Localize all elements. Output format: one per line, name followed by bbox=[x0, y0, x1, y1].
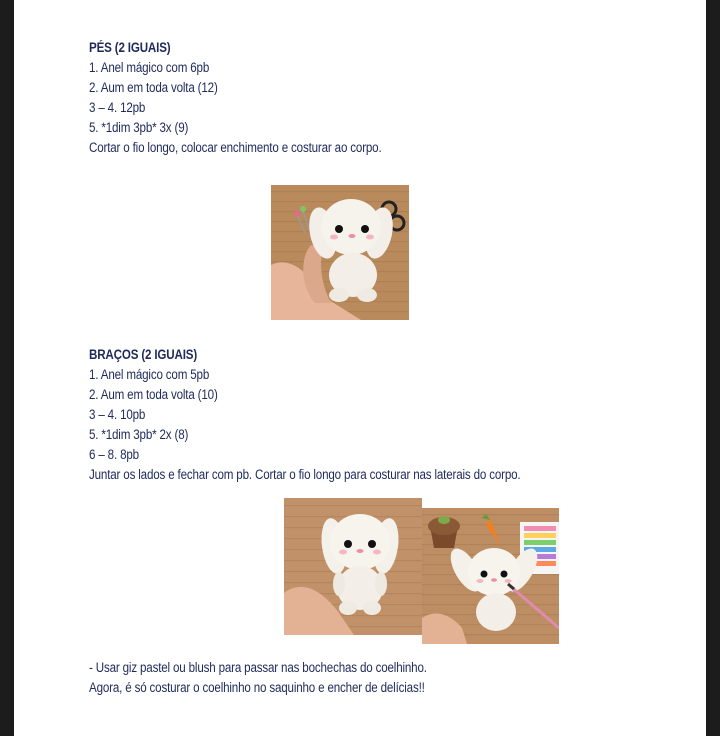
step-line: 5. *1dim 3pb* 3x (9) bbox=[89, 120, 189, 135]
bunny-photo-2 bbox=[284, 498, 422, 635]
step-line: Juntar os lados e fechar com pb. Cortar o fio longo para costurar nas laterais do corpo. bbox=[89, 467, 521, 482]
section-heading: BRAÇOS (2 IGUAIS) bbox=[89, 347, 198, 362]
step-line: 1. Anel mágico com 6pb bbox=[89, 60, 210, 75]
step-line: 3 – 4. 10pb bbox=[89, 407, 146, 422]
section-bracos bbox=[89, 345, 520, 485]
step-line: 2. Aum em toda volta (12) bbox=[89, 80, 218, 95]
step-line: 6 – 8. 8pb bbox=[89, 447, 139, 462]
step-line: 2. Aum em toda volta (10) bbox=[89, 387, 218, 402]
step-line: 1. Anel mágico com 5pb bbox=[89, 367, 210, 382]
bunny-photo-3 bbox=[422, 508, 559, 644]
section-heading: PÉS (2 IGUAIS) bbox=[89, 40, 171, 55]
step-line: Cortar o fio longo, colocar enchimento e costurar ao corpo. bbox=[89, 140, 382, 155]
step-line: 3 – 4. 12pb bbox=[89, 100, 146, 115]
note-line: - Usar giz pastel ou blush para passar nas bochechas do coelhinho. bbox=[89, 660, 427, 675]
bunny-photo-1 bbox=[271, 185, 409, 320]
document-page bbox=[14, 0, 706, 736]
section-pes bbox=[89, 38, 382, 158]
note-line: Agora, é só costurar o coelhinho no saquinho e encher de delícias!! bbox=[89, 680, 425, 695]
step-line: 5. *1dim 3pb* 2x (8) bbox=[89, 427, 189, 442]
section-final bbox=[89, 658, 427, 698]
